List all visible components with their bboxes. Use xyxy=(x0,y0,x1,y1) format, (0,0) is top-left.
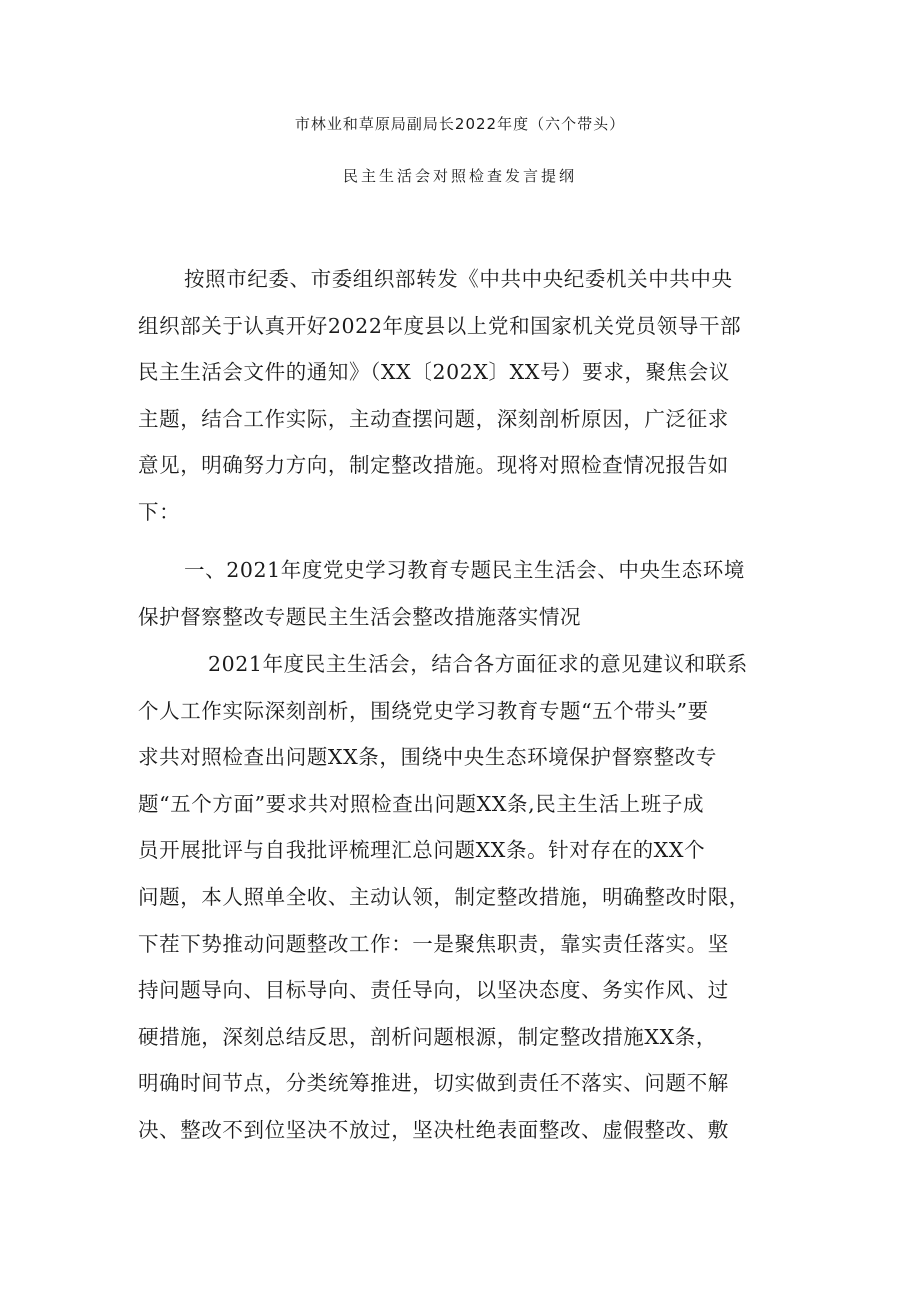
paragraph-line: 求共对照检查出问题XX条，围绕中央生态环境保护督察整改专 xyxy=(138,745,717,770)
paragraph-line: 2021年度民主生活会，结合各方面征求的意见建议和联系 xyxy=(208,652,748,676)
paragraph-line: 持问题导向、目标导向、责任导向，以坚决态度、务实作风、过 xyxy=(138,978,729,1003)
intro-line: 下： xyxy=(138,499,181,524)
section-heading-1 xyxy=(138,547,798,640)
paragraph-line: 个人工作实际深刻剖析，围绕党史学习教育专题“五个带头”要 xyxy=(138,698,709,723)
document-title-line-2: 民主生活会对照检查发言提纲 xyxy=(342,167,577,185)
intro-line: 意见，明确努力方向，制定整改措施。现将对照检查情况报告如 xyxy=(138,453,729,478)
paragraph-line: 下茬下势推动问题整改工作：一是聚焦职责，靠实责任落实。坚 xyxy=(138,931,729,956)
intro-line: 组织部关于认真开好2022年度县以上党和国家机关党员领导干部 xyxy=(138,313,742,338)
intro-line: 民主生活会文件的通知》（XX〔202X〕XX号）要求，聚焦会议 xyxy=(138,360,730,385)
paragraph-line: 硬措施，深刻总结反思，剖析问题根源，制定整改措施XX条， xyxy=(138,1024,717,1049)
paragraph-line: 决、整改不到位坚决不放过，坚决杜绝表面整改、虚假整改、敷 xyxy=(138,1117,729,1142)
intro-line: 主题，结合工作实际，主动查摆问题，深刻剖析原因，广泛征求 xyxy=(138,406,729,431)
intro-line: 按照市纪委、市委组织部转发《中共中央纪委机关中共中央 xyxy=(184,267,733,291)
document-title-line-1: 市林业和草原局副局长2022年度（六个带头） xyxy=(294,115,626,133)
paragraph-line: 问题，本人照单全收、主动认领，制定整改措施，明确整改时限， xyxy=(138,884,750,909)
paragraph-line: 明确时间节点，分类统筹推进，切实做到责任不落实、问题不解 xyxy=(138,1071,729,1096)
intro-paragraph xyxy=(138,256,798,536)
paragraph-line: 员开展批评与自我批评梳理汇总问题XX条。针对存在的XX个 xyxy=(138,838,706,863)
paragraph-line: 题“五个方面”要求共对照检查出问题XX条,民主生活上班子成 xyxy=(138,791,705,816)
section-heading-line: 保护督察整改专题民主生活会整改措施落实情况 xyxy=(138,604,582,629)
section-1-paragraph xyxy=(138,641,798,1154)
section-heading-line: 一、2021年度党史学习教育专题民主生活会、中央生态环境 xyxy=(184,558,745,582)
